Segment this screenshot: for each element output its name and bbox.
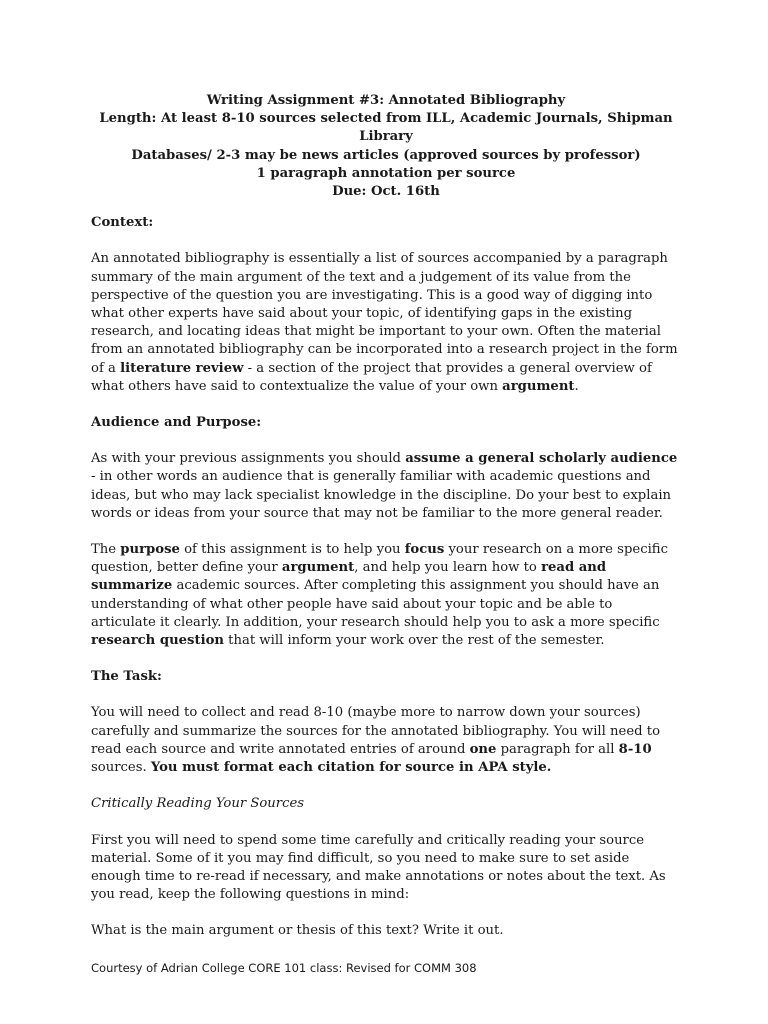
context-heading: Context: (91, 215, 154, 231)
assignment-header (91, 92, 681, 201)
context-paragraph: An annotated bibliography is essentially a list of sources accompanied by a paragraph summary of the main argument of the text and a judgement of its value from the perspective of the question you are investigating. This is a good way of digging into what other experts have said about your topic, of identifying gaps in the existing research, and locating ideas that might be important to your own. Often the material from an annotated bibliography can be incorporated into a research project in the form of a literature review - a section of the project that provides a general overview of what others have said to contextualize the value of your own argument. (91, 251, 678, 394)
critical-reading-paragraph: First you will need to spend some time carefully and critically reading your source material. Some of it you may find difficult, so you need to make sure to set aside enough time to re-read if necessary, and make annotations or notes about the text. As you read, keep the following questions in mind: (91, 832, 666, 903)
page-footer: Courtesy of Adrian College CORE 101 class: Revised for COMM 308 (91, 961, 477, 975)
purpose-paragraph: The purpose of this assignment is to help you focus your research on a more specific question, better define your argument, and help you learn how to read and summarize academic sources. After completing this assignment you should have an understanding of what other people have said about your topic and be able to articulate it clearly. In addition, your research should help you to ask a more specific research question that will inform your work over the rest of the semester. (91, 542, 668, 649)
critical-reading-subheading: Critically Reading Your Sources (91, 796, 305, 812)
task-paragraph: You will need to collect and read 8-10 (maybe more to narrow down your sources) carefully and summarize the sources for the annotated bibliography. You will need to read each source and write annotated entries of around one paragraph for all 8-10 sources. You must format each citation for source in APA style. (91, 705, 661, 776)
document-page (91, 92, 681, 959)
audience-purpose-heading: Audience and Purpose: (91, 415, 262, 431)
assignment-title: Writing Assignment #3: Annotated Bibliography (206, 93, 566, 108)
task-heading: The Task: (91, 669, 162, 685)
annotation-requirement: 1 paragraph annotation per source (256, 165, 516, 181)
due-date: Due: Oct. 16th (332, 184, 440, 200)
main-argument-question: What is the main argument or thesis of this text? Write it out. (91, 923, 504, 939)
length-requirement-line-2: Databases/ 2-3 may be news articles (approved sources by professor) (131, 147, 641, 163)
audience-paragraph: As with your previous assignments you should assume a general scholarly audience - in other words an audience that is generally familiar with academic questions and ideas, but who may lack specialist knowledge in the discipline. Do your best to explain words or ideas from your source that may not be familiar to the more general reader. (91, 451, 678, 521)
length-requirement-line-1: Length: At least 8-10 sources selected from ILL, Academic Journals, Shipman Library (99, 111, 673, 145)
